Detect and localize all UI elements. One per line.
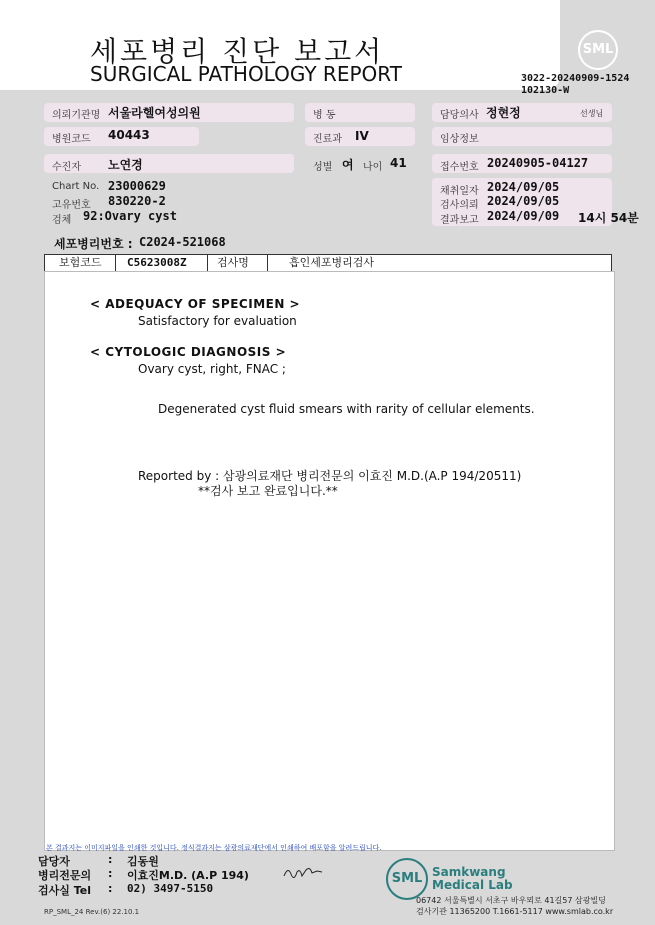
diagnosis-text: Ovary cyst, right, FNAC ; — [138, 362, 286, 376]
exam-code-row — [44, 254, 612, 272]
report-reference-number: 3022-20240909-1524 — [521, 73, 630, 84]
specimen-label: 검체 — [52, 215, 72, 226]
cytology-number-label: 세포병리번호 : — [54, 237, 133, 251]
sex-value: 여 — [342, 158, 354, 172]
dept-value: IV — [355, 129, 369, 143]
report-reference-suffix: 102130-W — [521, 85, 570, 96]
adequacy-title: < ADEQUACY OF SPECIMEN > — [90, 297, 301, 311]
chart-no-label: Chart No. — [52, 181, 100, 192]
samkwang-logo-icon: SML — [386, 858, 428, 900]
pathologist-label: 병리전문의 — [38, 869, 92, 882]
unique-id-value: 830220-2 — [108, 194, 166, 208]
report-title-korean: 세포병리 진단 보고서 — [90, 35, 385, 68]
examinee-label: 수진자 — [52, 162, 81, 173]
brand-line2: Medical Lab — [432, 878, 513, 892]
receipt-label: 접수번호 — [440, 162, 479, 173]
brand-name — [432, 866, 513, 892]
footer-colon: : — [108, 882, 113, 895]
lab-license: 검사기관 11365200 T.1661-5117 www.smlab.co.kr — [416, 907, 614, 916]
ward-label: 병 동 — [313, 110, 336, 121]
cytology-number-value: C2024-521068 — [139, 235, 226, 249]
doctor-value: 정현정 — [486, 106, 521, 120]
collect-date-label: 채취일자 — [440, 186, 479, 197]
hospital-code-value: 40443 — [108, 128, 150, 142]
adequacy-text: Satisfactory for evaluation — [138, 314, 297, 328]
hospital-code-label: 병원코드 — [52, 134, 91, 145]
result-date-label: 결과보고 — [440, 215, 479, 226]
insurance-code-value: C5623008Z — [127, 256, 187, 269]
diagnosis-title: < CYTOLOGIC DIAGNOSIS > — [90, 345, 287, 359]
request-date-value: 2024/09/05 — [487, 194, 560, 208]
report-title-english: SURGICAL PATHOLOGY REPORT — [90, 62, 402, 86]
unique-id-label: 고유번호 — [52, 200, 91, 211]
pathologist-value: 이효진M.D. (A.P 194) — [127, 869, 249, 882]
finding-text: Degenerated cyst fluid smears with rarity of cellular elements. — [158, 402, 535, 416]
insurance-code-label: 보험코드 — [59, 256, 102, 269]
brand-line1: Samkwang — [432, 865, 506, 879]
exam-name-label: 검사명 — [217, 256, 249, 269]
sml-logo-icon: SML — [578, 30, 618, 70]
report-complete: **검사 보고 완료입니다.** — [198, 484, 338, 498]
footer-colon: : — [108, 853, 113, 866]
request-date-label: 검사의뢰 — [440, 200, 479, 211]
age-label: 나이 — [363, 162, 383, 173]
divider — [267, 255, 268, 271]
divider — [207, 255, 208, 271]
examinee-value: 노연경 — [108, 158, 143, 172]
lab-address: 06742 서울특별시 서초구 바우뫼로 41길57 삼광빌딩 — [416, 896, 606, 905]
divider — [115, 255, 116, 271]
dept-label: 진료과 — [313, 134, 342, 145]
footer-colon: : — [108, 867, 113, 880]
institution-value: 서울라헬여성의원 — [108, 106, 201, 120]
form-code: RP_SML_24 Rev.(6) 22.10.1 — [44, 908, 140, 916]
specimen-value: 92:Ovary cyst — [83, 209, 177, 223]
reported-by: Reported by : 삼광의료재단 병리전문의 이효진 M.D.(A.P 194/20511) — [138, 469, 522, 483]
collect-date-value: 2024/09/05 — [487, 180, 560, 194]
age-value: 41 — [390, 156, 407, 170]
receipt-value: 20240905-04127 — [487, 156, 589, 170]
sex-label: 성별 — [313, 162, 333, 173]
result-time-value: 14시 54분 — [578, 211, 639, 225]
charge-label: 담당자 — [38, 855, 70, 868]
chart-no-value: 23000629 — [108, 179, 166, 193]
examinee-field — [44, 154, 294, 173]
signature-icon — [282, 864, 324, 880]
lab-tel-label: 검사실 Tel — [38, 884, 91, 897]
lab-tel-value: 02) 3497-5150 — [127, 882, 214, 895]
result-date-value: 2024/09/09 — [487, 209, 560, 223]
institution-label: 의뢰기관명 — [52, 110, 101, 121]
exam-name-value: 흡인세포병리검사 — [289, 256, 375, 269]
doctor-label: 담당의사 — [440, 110, 479, 121]
doctor-suffix: 선생님 — [580, 109, 604, 118]
print-notice: 본 결과지는 이미지파일을 인쇄한 것입니다. 정식결과지는 삼광의료재단에서 인쇄하여 배포함을 알려드립니다. — [46, 844, 382, 852]
clinical-info-label: 임상정보 — [440, 134, 479, 145]
charge-value: 김동원 — [127, 855, 159, 868]
